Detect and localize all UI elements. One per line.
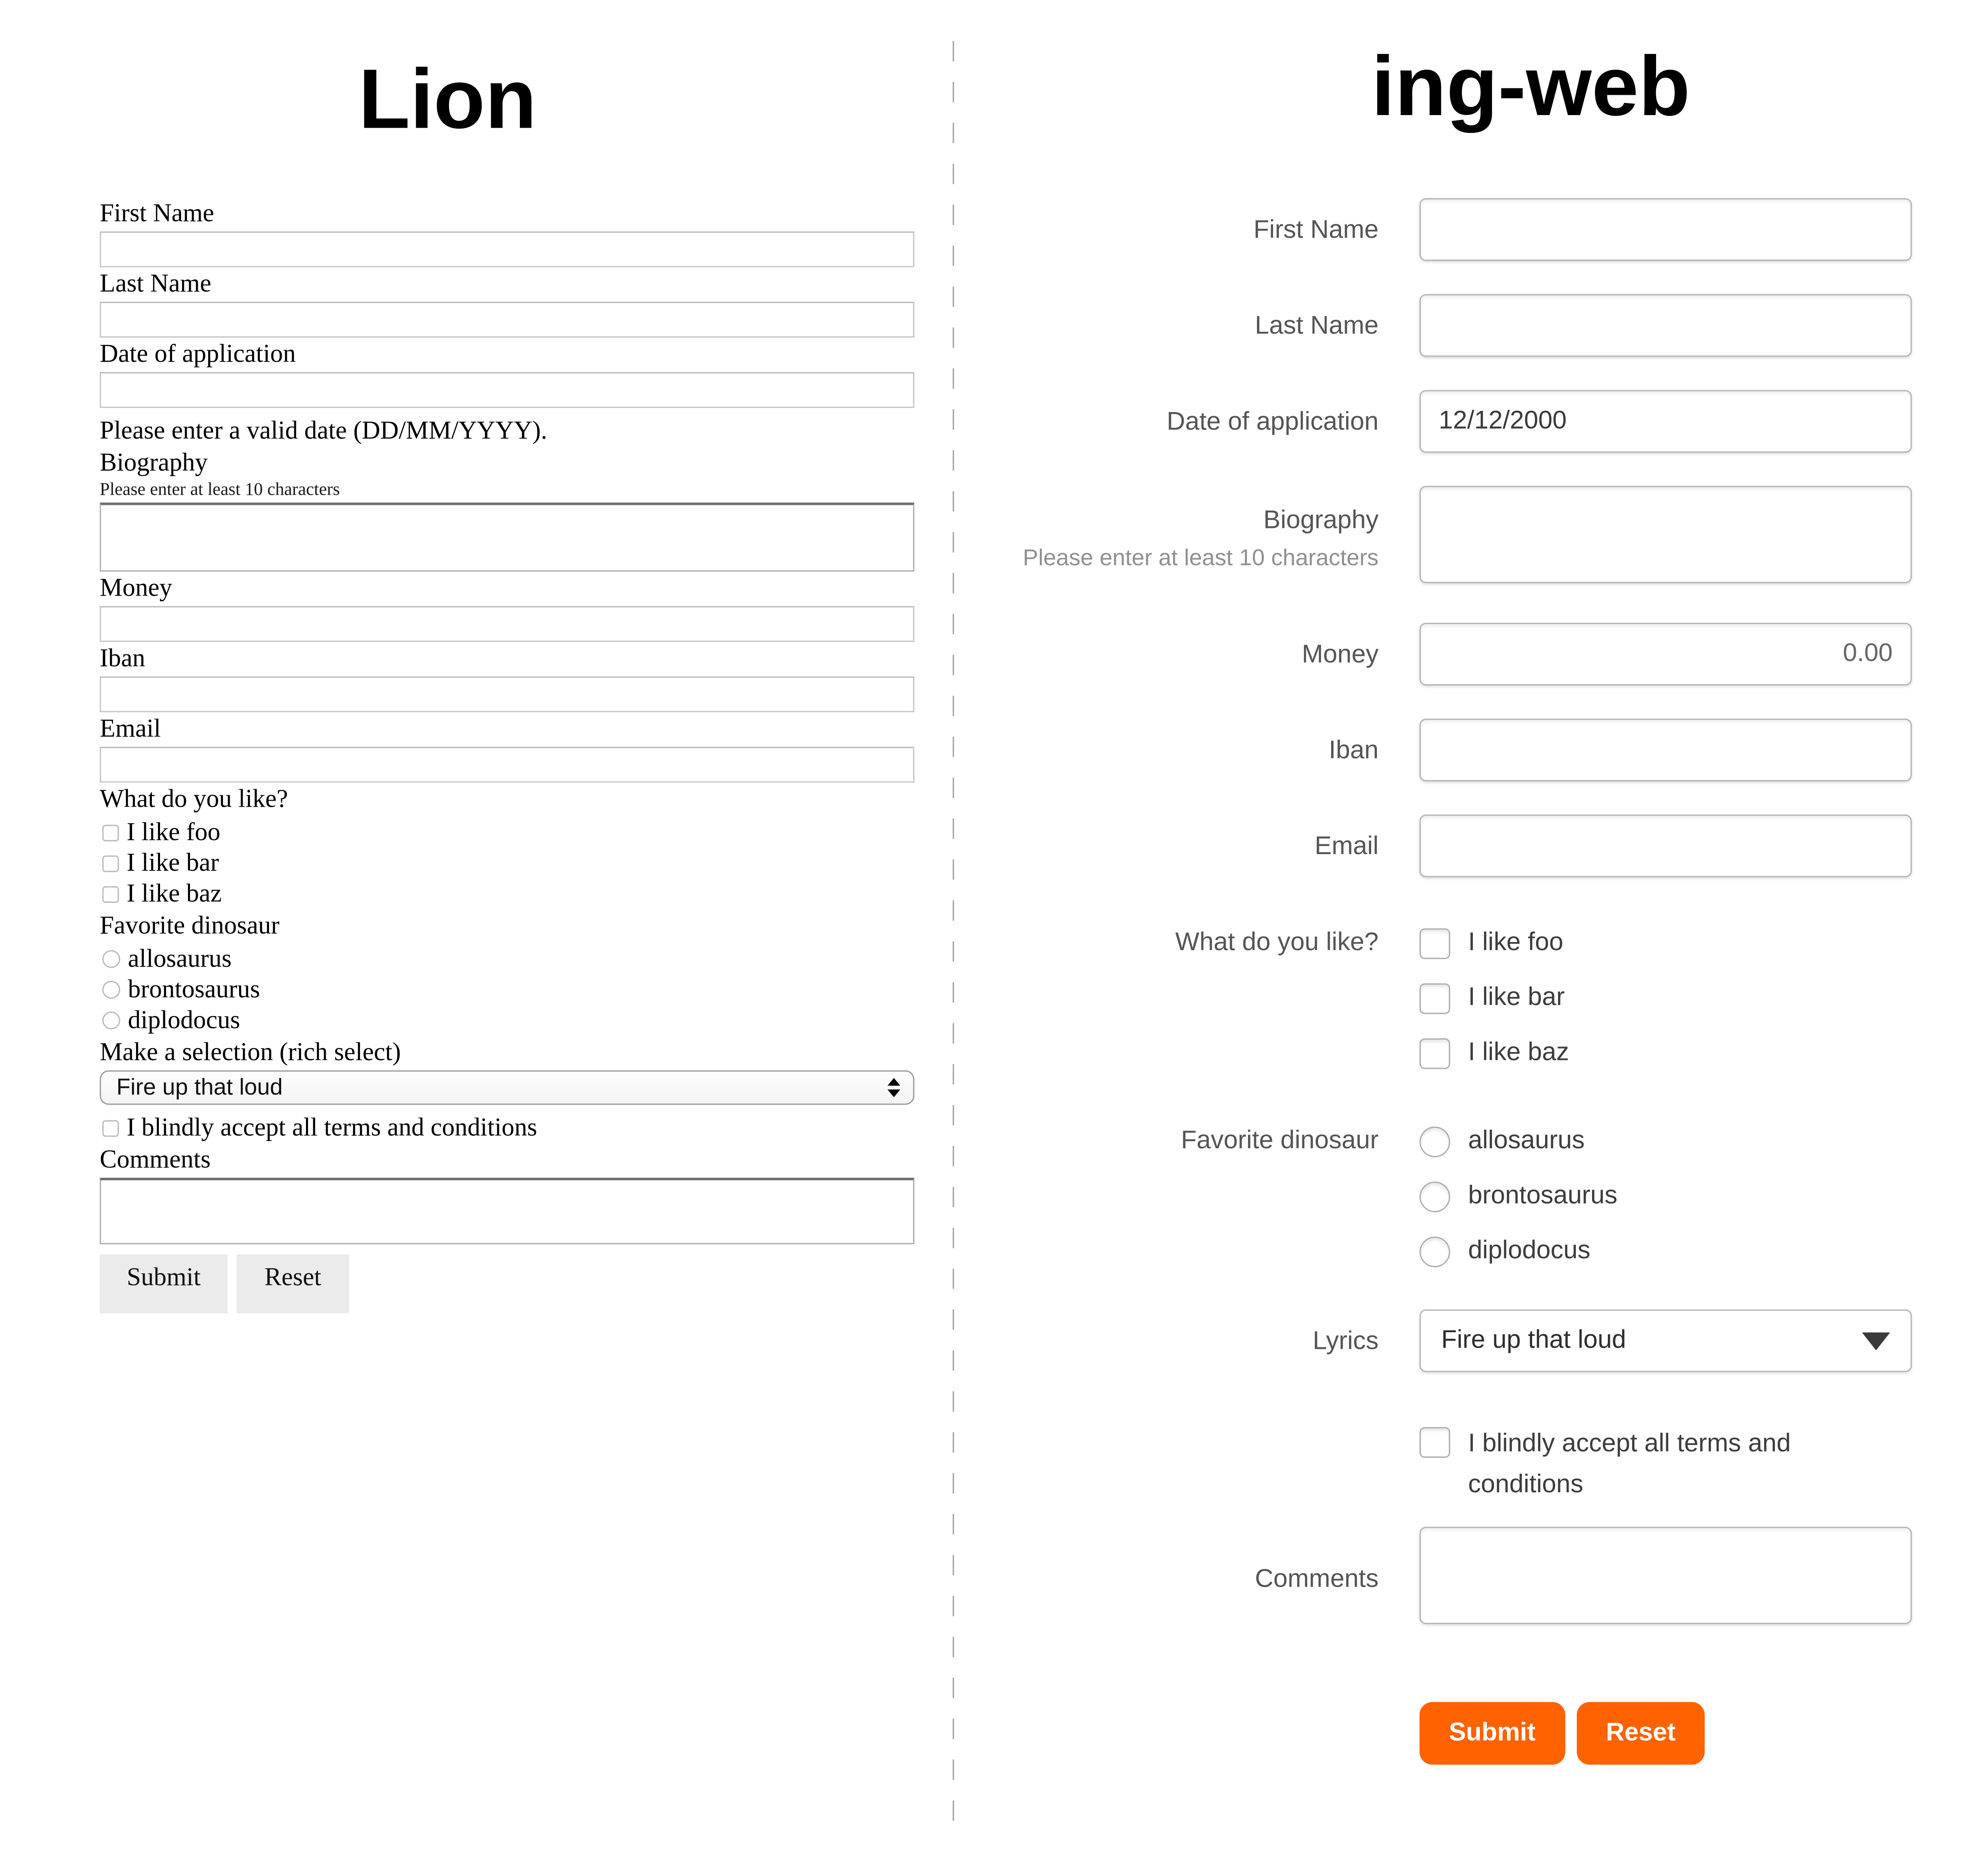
likes-group-label: What do you like? <box>100 785 288 814</box>
iban-label: Iban <box>1329 736 1379 764</box>
rich-select-label: Make a selection (rich select) <box>100 1038 401 1067</box>
reset-button[interactable]: Reset <box>237 1254 349 1313</box>
radio-label: brontosaurus <box>128 975 260 1003</box>
radio-label: diplodocus <box>1468 1236 1590 1265</box>
terms-label: I blindly accept all terms and conditions <box>1468 1429 1791 1499</box>
form-row <box>954 719 1977 782</box>
radio-button[interactable] <box>1419 1181 1450 1212</box>
email-input[interactable] <box>100 747 914 782</box>
radio-label: brontosaurus <box>1468 1182 1618 1210</box>
checkbox[interactable] <box>102 824 119 841</box>
money-input[interactable] <box>100 606 914 642</box>
last-name-label: Last Name <box>100 269 212 298</box>
first-name-label: First Name <box>1253 215 1379 244</box>
radio-button[interactable] <box>1419 1126 1450 1157</box>
checkbox[interactable] <box>1419 983 1450 1013</box>
reset-button[interactable]: Reset <box>1577 1702 1705 1765</box>
checkbox-row <box>100 878 914 909</box>
iban-input[interactable] <box>100 677 914 712</box>
lion-panel <box>0 0 954 1313</box>
form-row <box>954 198 1977 261</box>
iban-label: Iban <box>100 644 145 673</box>
comments-label: Comments <box>100 1145 211 1174</box>
likes-options <box>1419 916 1912 1081</box>
checkbox-label: I like bar <box>126 848 219 877</box>
money-input[interactable] <box>1419 623 1912 686</box>
dinosaur-group-label: Favorite dinosaur <box>1181 1126 1379 1155</box>
comments-textarea[interactable] <box>1419 1527 1912 1624</box>
checkbox-label: I like foo <box>1468 928 1564 957</box>
radio-button[interactable] <box>102 950 120 968</box>
terms-label: I blindly accept all terms and conditions <box>126 1113 537 1141</box>
form-row <box>954 486 1977 590</box>
biography-textarea[interactable] <box>100 502 914 571</box>
iban-input[interactable] <box>1419 719 1912 782</box>
comments-label: Comments <box>1255 1564 1379 1593</box>
lion-panel-title: Lion <box>358 51 537 146</box>
checkbox-label: I like foo <box>126 818 220 846</box>
last-name-input[interactable] <box>1419 294 1912 357</box>
terms-row <box>100 1113 914 1143</box>
email-input[interactable] <box>1419 814 1912 877</box>
radio-row <box>100 944 914 974</box>
date-input[interactable] <box>100 372 914 408</box>
form-row <box>954 1310 1977 1372</box>
biography-textarea[interactable] <box>1419 486 1912 583</box>
ing-web-panel <box>954 0 1977 1747</box>
checkbox-row <box>1419 916 1912 971</box>
checkbox[interactable] <box>102 886 119 902</box>
dinosaur-group-label: Favorite dinosaur <box>100 912 280 940</box>
terms-checkbox[interactable] <box>1419 1427 1450 1458</box>
biography-label-text: Biography <box>1263 506 1379 534</box>
radio-button[interactable] <box>102 1011 120 1029</box>
select-spinner-icon <box>887 1078 900 1097</box>
ing-web-buttons <box>1419 1702 1977 1765</box>
checkbox[interactable] <box>1419 1038 1450 1068</box>
terms-row <box>954 1423 1977 1505</box>
first-name-input[interactable] <box>100 231 914 267</box>
radio-row <box>100 974 914 1005</box>
form-row <box>954 814 1977 877</box>
caret-down-icon <box>1862 1332 1890 1350</box>
money-label: Money <box>100 574 173 603</box>
radio-row <box>1419 1114 1912 1169</box>
likes-group-label: What do you like? <box>1175 928 1379 957</box>
submit-button[interactable]: Submit <box>100 1254 228 1313</box>
form-row <box>954 294 1977 357</box>
radio-row <box>1419 1169 1912 1224</box>
lion-buttons <box>100 1254 914 1313</box>
checkbox-label: I like baz <box>126 879 222 908</box>
biography-label: Biography <box>100 449 208 477</box>
radio-button[interactable] <box>102 981 120 999</box>
date-label: Date of application <box>100 340 296 368</box>
lion-form <box>100 199 914 1313</box>
checkbox-row <box>100 848 914 878</box>
comments-textarea[interactable] <box>100 1178 914 1244</box>
checkbox[interactable] <box>1419 928 1450 959</box>
date-input[interactable] <box>1419 390 1912 453</box>
radio-row <box>100 1005 914 1036</box>
ing-web-form <box>954 198 1977 1765</box>
radio-row <box>1419 1224 1912 1279</box>
radio-label: allosaurus <box>1468 1126 1585 1155</box>
biography-helper: Please enter at least 10 characters <box>100 481 340 500</box>
rich-select[interactable] <box>100 1070 914 1105</box>
radio-group-row <box>954 1114 1977 1279</box>
dinosaur-options <box>1419 1114 1912 1279</box>
first-name-label: First Name <box>100 199 214 228</box>
submit-button[interactable]: Submit <box>1419 1702 1565 1765</box>
checkbox-group-row <box>954 916 1977 1081</box>
terms-spacer <box>954 1423 1379 1505</box>
first-name-input[interactable] <box>1419 198 1912 261</box>
ing-web-panel-title: ing-web <box>1371 38 1691 133</box>
terms-checkbox[interactable] <box>102 1120 119 1136</box>
checkbox-row <box>100 817 914 848</box>
lyrics-label: Lyrics <box>1312 1327 1379 1355</box>
form-row <box>954 623 1977 686</box>
checkbox-label: I like baz <box>1468 1038 1569 1067</box>
radio-label: allosaurus <box>128 944 232 973</box>
form-row <box>954 1527 1977 1630</box>
checkbox[interactable] <box>102 855 119 872</box>
date-validation-message: Please enter a valid date (DD/MM/YYYY). <box>100 417 547 445</box>
last-name-label: Last Name <box>1255 311 1379 340</box>
checkbox-label: I like bar <box>1468 983 1565 1012</box>
email-label: Email <box>1314 831 1379 860</box>
email-label: Email <box>100 715 161 743</box>
radio-button[interactable] <box>1419 1236 1450 1267</box>
biography-helper: Please enter at least 10 characters <box>1023 544 1379 570</box>
money-label: Money <box>1302 640 1379 669</box>
checkbox-row <box>1419 1026 1912 1081</box>
lyrics-select[interactable] <box>1419 1310 1912 1372</box>
checkbox-row <box>1419 970 1912 1026</box>
lyrics-select-value: Fire up that loud <box>1441 1326 1626 1355</box>
last-name-input[interactable] <box>100 302 914 338</box>
biography-label <box>954 504 1379 571</box>
form-row <box>954 390 1977 453</box>
date-label: Date of application <box>1167 407 1379 436</box>
radio-label: diplodocus <box>128 1006 240 1034</box>
rich-select-value: Fire up that loud <box>116 1074 283 1100</box>
